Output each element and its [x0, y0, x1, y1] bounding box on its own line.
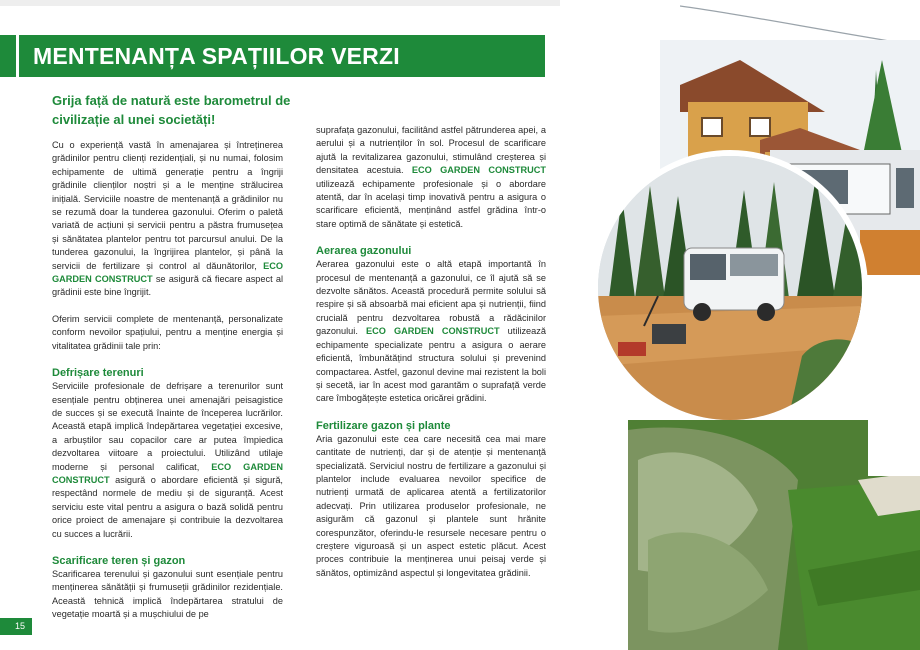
section-paragraph-defrisare [52, 380, 283, 541]
section-heading-scarificare: Scarificare teren și gazon [52, 554, 186, 567]
intro-1-text-b: se asigură că fiecare aspect al grădinii este bine îngrijit. [52, 274, 283, 298]
section-paragraph-scarificare-end [316, 124, 546, 231]
section-heading-fertilizare: Fertilizare gazon și plante [316, 419, 451, 432]
intro-paragraph-1 [52, 139, 283, 300]
section-3-text-a: Aerarea gazonului este o altă etapă importantă în procesul de mentenanță a gazonului, ce îl ajută să se dezvolte sănătos. Această procedură permite solului să respire și să absoarbă mai eficient apa și nutrienții, fiind crucială pentru dezvoltarea robustă a rădăcinilor gazonului. [316, 259, 546, 337]
page-title: MENTENANȚA SPAȚIILOR VERZI [33, 43, 400, 69]
brand-name: ECO GARDEN CONSTRUCT [365, 326, 500, 337]
section-2-text-c: utilizează echipamente profesionale și o abordare atentă, dar în același timp inovativă pentru a asigura o scarificare eficientă, menținând astfel grădina într-o stare optimă de sănătate și estetică. [316, 178, 546, 229]
page-number: 15 [15, 621, 26, 631]
brand-name: ECO GARDEN CONSTRUCT [52, 461, 283, 485]
section-paragraph-fertilizare: Aria gazonului este cea care necesită cea mai mare cantitate de nutrienți, dar și de atenție și mentenanță specializată. Serviciul nostru de fertilizare a gazonului și plantelor include evaluarea nevoilor specifice de nutrienți urmată de aplicarea atentă a fertilizatorilor adecvați. Prin utilizarea produselor profesionale, ne asigurăm că gazonul și plantele sunt hrănite corespunzător, oferindu-le resursele necesare pentru o creștere viguroasă și un aspect estetic plăcut. Acest proces contribuie la menținerea unui peisaj verde și sănătos, optimizând aspectul și longevitatea grădinii. [316, 433, 546, 578]
section-heading-defrisare: Defrișare terenuri [52, 367, 144, 380]
section-1-text-a: Serviciile profesionale de defrișare a terenurilor sunt esențiale pentru obținerea unei amenajări peisagistice de succes și se execută înainte de începerea lucrărilor. Această etapă implică îndepărtarea vegetației excesive, a arbuștilor sau copacilor care ar putea împiedica dezvoltarea viitoare a proiectului. Utilizând utilaje moderne și personal calificat, [52, 381, 283, 472]
top-margin-strip [0, 0, 560, 6]
title-accent-tab [0, 35, 16, 77]
section-1-text-b: asigură o abordare eficientă și sigură, respectând normele de mediu și de siguranță. Acest serviciu este vital pentru a asigura o bază solidă pentru orice proiect de amenajare și contribuie la dezvoltarea cu succes a lucrării. [52, 474, 283, 539]
brand-name: ECO GARDEN CONSTRUCT [411, 165, 546, 176]
page-number-badge [0, 618, 32, 635]
section-2-text-b: suprafața gazonului, facilitând astfel pătrunderea apei, a aerului și a nutrienților în sol. Procesul de scarificare ajută la revitalizarea gazonului, stimulând creșterea și densitatea acestuia. [316, 125, 546, 176]
intro-1-text-a: Cu o experiență vastă în amenajarea și întreținerea grădinilor pentru clienți rezidențiali, și nu numai, folosim echipamente de ultimă generație pentru a îngriji grădinile clienților noștri și a le menține strălucirea inițială. Serviciile noastre de mentenanță a grădinilor nu se rezumă doar la tunderea gazonului. Oferim o paletă variată de acțiuni și servicii pentru a păstra frumusețea și sănătatea plantelor pentru tot parcursul anului. De la tunderea gazonului, la îngrijirea plantelor, și până la servicii de fertilizare și control al dăunătorilor, [52, 140, 283, 271]
section-heading-aerare: Aerarea gazonului [316, 245, 412, 258]
right-text-column [316, 124, 546, 593]
brand-name: ECO GARDEN CONSTRUCT [52, 260, 283, 285]
section-paragraph-aerare [316, 258, 546, 405]
page-subtitle: Grija față de natură este barometrul de civilizație al unei societăți! [52, 93, 291, 127]
intro-paragraph-2: Oferim servicii complete de mentenanță, personalizate conform nevoilor spațiului, pentru a menține energia și vitalitatea grădinii tale prin: [52, 313, 283, 351]
left-text-column [52, 139, 283, 635]
lawn-trees-photo [628, 420, 920, 650]
section-paragraph-scarificare-start: Scarificarea terenului și gazonului sunt esențiale pentru menținerea sănătății și frumuseții grădinilor rezidențiale. Această tehnică implică îndepărtarea stratului de vegetație moartă și a mușchiului de pe [52, 568, 283, 620]
garden-van-photo [592, 150, 868, 426]
section-3-text-b: utilizează echipamente specializate pentru a asigura o aerare eficientă, îmbunătățind structura solului și prevenind compactarea. Astfel, gazonul devine mai rezistent la boli și secetă, iar în acest mod garantăm o suprafață verde care îmbogățește estetica oricărei grădini. [316, 326, 546, 404]
